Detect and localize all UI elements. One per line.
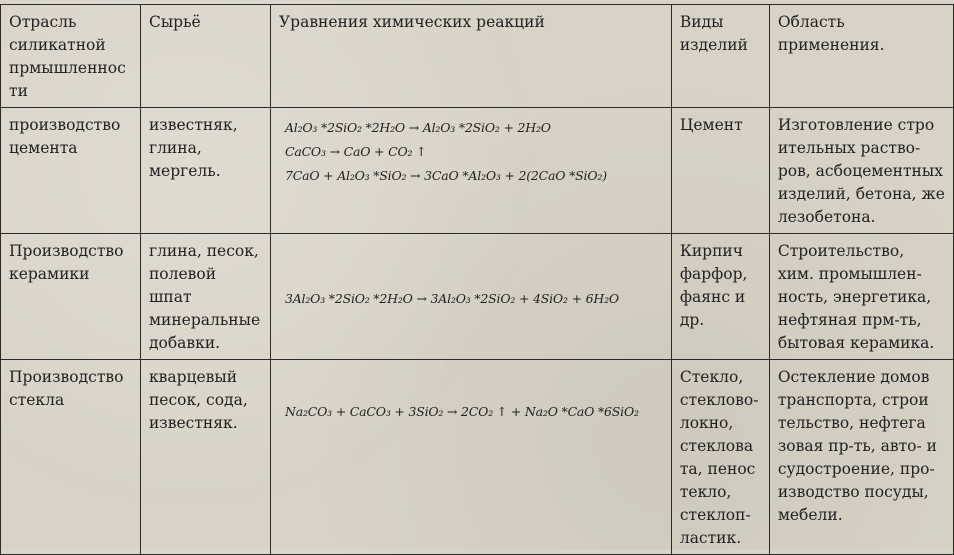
cell-line: стеклоп- [679, 506, 751, 524]
cell-line: та, пенос [679, 460, 756, 478]
row-raw [140, 108, 270, 234]
row-products [671, 234, 769, 360]
cell-line: цемента [9, 139, 78, 157]
row-industry [1, 360, 141, 555]
chemical-equation: CaCO₃ → CaO + CO₂ ↑ [284, 144, 427, 159]
cell-line: Изготовление стро [777, 116, 935, 134]
row-industry [1, 234, 141, 360]
cell-line: стеклова [679, 437, 754, 455]
row-application [769, 108, 953, 234]
chemical-equation: Al₂O₃ *2SiO₂ *2H₂O → Al₂O₃ *2SiO₂ + 2H₂O [284, 120, 551, 135]
cell-line: Цемент [679, 116, 743, 134]
cell-line: глина, песок, [148, 242, 259, 260]
cell-line: хим. промышлен- [777, 265, 922, 283]
cell-line: др. [679, 311, 705, 329]
row-products [671, 108, 769, 234]
cell-line: изводство посуды, [777, 483, 929, 501]
cell-line: полевой [148, 265, 217, 283]
header-row [1, 5, 954, 108]
row-equations [270, 360, 671, 555]
cell-line: текло, [679, 483, 732, 501]
cell-line: мебели. [777, 506, 843, 524]
row-application [769, 360, 953, 555]
silicate-industry-table [0, 4, 954, 555]
cell-line: ность, энергетика, [777, 288, 932, 306]
cell-line: керамики [9, 265, 90, 283]
header-industry-line: прмышленнос [9, 59, 126, 77]
table-row [1, 108, 954, 234]
cell-line: ластик. [679, 529, 742, 547]
cell-line: изделий, бетона, же [777, 185, 945, 203]
header-products-line: изделий [679, 36, 748, 54]
cell-line: Кирпич [679, 242, 744, 260]
chemical-equation: 7CaO + Al₂O₃ *SiO₂ → 3CaO *Al₂O₃ + 2(2CaO *SiO₂) [284, 168, 607, 183]
cell-line: фарфор, [679, 265, 748, 283]
cell-line: ительных раство- [777, 139, 921, 157]
cell-line: судостроение, про- [777, 460, 935, 478]
cell-line: транспорта, строи [777, 391, 929, 409]
header-application-line: применения. [777, 36, 885, 54]
header-raw [140, 5, 270, 108]
cell-line: песок, сода, [148, 391, 248, 409]
row-raw [140, 360, 270, 555]
row-application [769, 234, 953, 360]
table-row [1, 360, 954, 555]
cell-line: кварцевый [148, 368, 238, 386]
cell-line: Остекление домов [777, 368, 930, 386]
cell-line: стекла [9, 391, 65, 409]
cell-line: мергель. [148, 162, 221, 180]
header-application-line: Область [777, 13, 845, 31]
cell-line: локно, [679, 414, 734, 432]
header-equations [270, 5, 671, 108]
header-equations-line: Уравнения химических реакций [278, 13, 545, 31]
header-products-line: Виды [679, 13, 724, 31]
cell-line: производство [9, 116, 121, 134]
chemical-equation: 3Al₂O₃ *2SiO₂ *2H₂O → 3Al₂O₃ *2SiO₂ + 4SiO₂ + 6H₂O [284, 290, 619, 306]
cell-line: тельство, нефтега [777, 414, 926, 432]
row-equations [270, 234, 671, 360]
table-row [1, 234, 954, 360]
row-equations [270, 108, 671, 234]
cell-line: Стекло, [679, 368, 744, 386]
cell-line: добавки. [148, 334, 221, 352]
cell-line: фаянс и [679, 288, 746, 306]
chemical-equation: Na₂CO₃ + CaCO₃ + 3SiO₂ → 2CO₂ ↑ + Na₂O *CaO *6SiO₂ [284, 404, 639, 419]
header-industry-line: Отрасль [9, 13, 77, 31]
cell-line: глина, [148, 139, 202, 157]
cell-line: Производство [9, 242, 124, 260]
header-industry-line: ти [9, 82, 28, 100]
cell-line: лезобетона. [777, 208, 876, 226]
cell-line: минеральные [148, 311, 261, 329]
header-application [769, 5, 953, 108]
row-raw [140, 234, 270, 360]
cell-line: шпат [148, 288, 192, 306]
header-raw-line: Сырьё [148, 13, 201, 31]
cell-line: зовая пр-ть, авто- и [777, 437, 938, 455]
cell-line: Строительство, [777, 242, 905, 260]
header-industry [1, 5, 141, 108]
cell-line: известняк, [148, 116, 238, 134]
cell-line: стеклово- [679, 391, 759, 409]
row-industry [1, 108, 141, 234]
cell-line: ров, асбоцементных [777, 162, 943, 180]
header-products [671, 5, 769, 108]
cell-line: бытовая керамика. [777, 334, 935, 352]
cell-line: нефтяная прм-ть, [777, 311, 922, 329]
cell-line: Производство [9, 368, 124, 386]
row-products [671, 360, 769, 555]
cell-line: известняк. [148, 414, 238, 432]
header-industry-line: силикатной [9, 36, 106, 54]
